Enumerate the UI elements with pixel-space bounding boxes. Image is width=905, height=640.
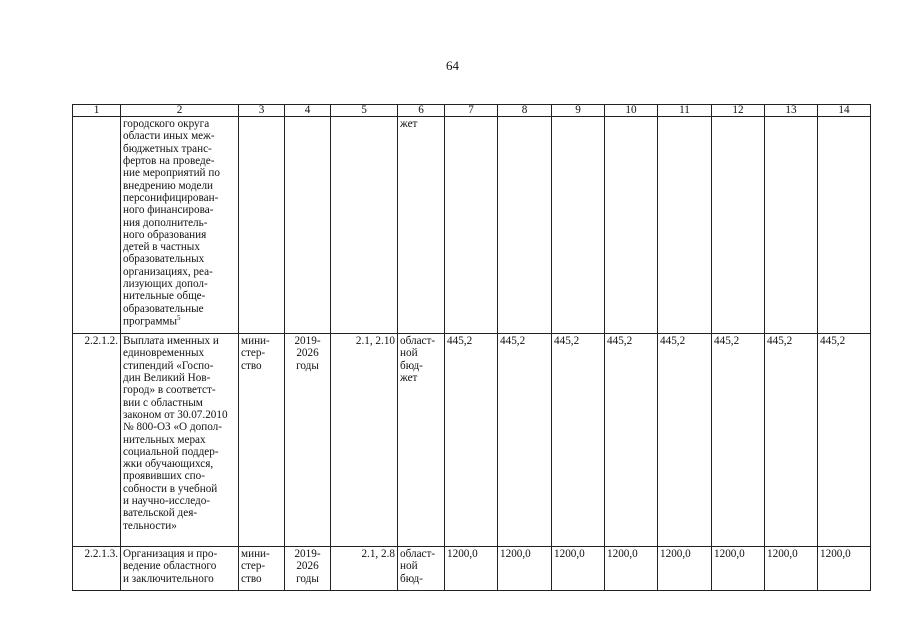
value-cell: 445,2 — [605, 334, 658, 547]
page-number: 64 — [446, 58, 459, 73]
table-row — [73, 547, 871, 591]
value-cell: 1200,0 — [552, 547, 605, 591]
value-cell — [552, 117, 605, 334]
value-cell: 445,2 — [712, 334, 765, 547]
column-header: 3 — [239, 105, 285, 117]
value-cell: 445,2 — [445, 334, 498, 547]
value-cell: 1200,0 — [658, 547, 712, 591]
value-cell — [605, 117, 658, 334]
value-cell: 445,2 — [765, 334, 818, 547]
program-table — [72, 104, 871, 591]
table-row — [73, 117, 871, 334]
column-header: 6 — [398, 105, 445, 117]
funding-source: жет — [398, 117, 445, 334]
column-header: 11 — [658, 105, 712, 117]
years: 2019- 2026 годы — [285, 547, 331, 591]
item-description-cell — [121, 117, 239, 334]
years: 2019- 2026 годы — [285, 334, 331, 547]
value-cell: 1200,0 — [712, 547, 765, 591]
footnote-marker: 5 — [177, 314, 181, 322]
funding-source: област- ной бюд- жет — [398, 334, 445, 547]
value-cell: 1200,0 — [498, 547, 552, 591]
column-header: 2 — [121, 105, 239, 117]
item-description: городского округа области иных меж- бюджетных транс- фертов на проведе- ние мероприятий по внедрению модели персонифицирован- ного финансирова- ния дополнитель- ного образования детей в частных образовательных организациях, реа- лизующих допол- нительные обще- образовательные программы — [123, 118, 220, 328]
item-number — [73, 117, 121, 334]
column-header: 8 — [498, 105, 552, 117]
value-cell: 1200,0 — [765, 547, 818, 591]
column-number-row — [73, 105, 871, 117]
value-cell: 1200,0 — [445, 547, 498, 591]
column-header: 12 — [712, 105, 765, 117]
column-header: 1 — [73, 105, 121, 117]
target-indicators: 2.1, 2.10 — [331, 334, 398, 547]
item-description: Организация и про- ведение областного и заключительного — [121, 547, 239, 591]
item-number: 2.2.1.3. — [73, 547, 121, 591]
value-cell: 1200,0 — [818, 547, 871, 591]
value-cell — [658, 117, 712, 334]
value-cell: 445,2 — [552, 334, 605, 547]
column-header: 9 — [552, 105, 605, 117]
value-cell: 445,2 — [658, 334, 712, 547]
value-cell — [445, 117, 498, 334]
column-header: 14 — [818, 105, 871, 117]
target-indicators — [331, 117, 398, 334]
funding-source: област- ной бюд- — [398, 547, 445, 591]
value-cell — [712, 117, 765, 334]
table-row — [73, 334, 871, 547]
years — [285, 117, 331, 334]
column-header: 10 — [605, 105, 658, 117]
executor: мини- стер- ство — [239, 547, 285, 591]
column-header: 7 — [445, 105, 498, 117]
target-indicators: 2.1, 2.8 — [331, 547, 398, 591]
value-cell — [765, 117, 818, 334]
value-cell: 1200,0 — [605, 547, 658, 591]
value-cell — [498, 117, 552, 334]
item-number: 2.2.1.2. — [73, 334, 121, 547]
executor — [239, 117, 285, 334]
item-description: Выплата именных и единовременных стипендий «Госпо- дин Великий Нов- город» в соответст- вии с областным законом от 30.07.2010 № 800-ОЗ «О допол- нительных мерах социальной поддер- жки обучающихся, проявивших спо- собности в учебной и научно-исследо- вательской дея- тельности» — [121, 334, 239, 547]
column-header: 4 — [285, 105, 331, 117]
column-header: 5 — [331, 105, 398, 117]
value-cell — [818, 117, 871, 334]
value-cell: 445,2 — [818, 334, 871, 547]
column-header: 13 — [765, 105, 818, 117]
executor: мини- стер- ство — [239, 334, 285, 547]
value-cell: 445,2 — [498, 334, 552, 547]
